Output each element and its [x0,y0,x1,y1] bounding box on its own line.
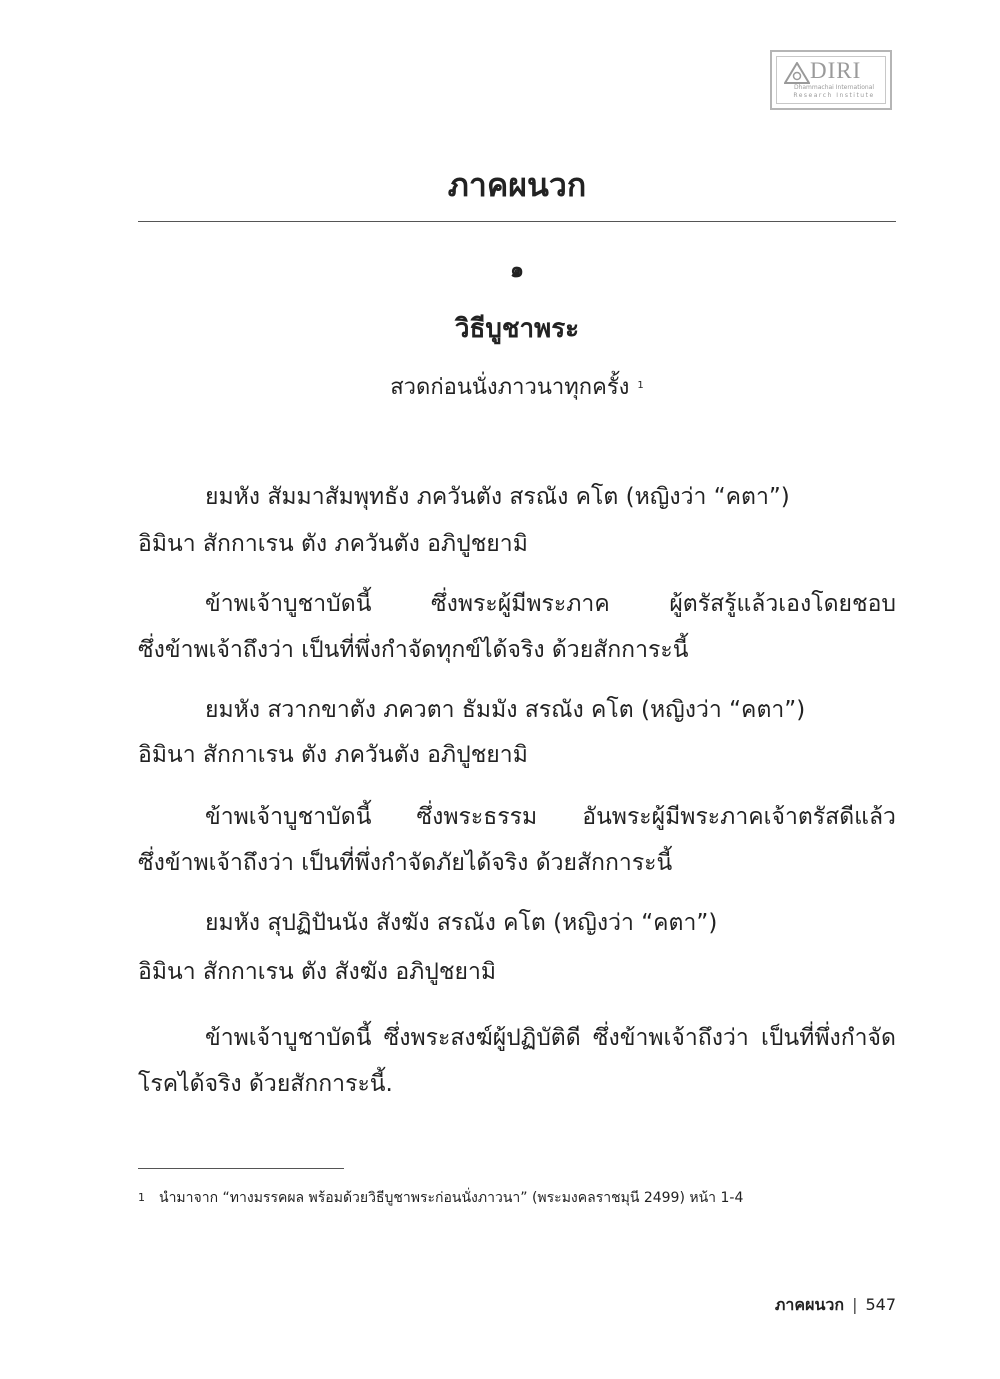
footnote [138,1187,743,1209]
triangle-logo-icon [784,62,810,84]
logo-subtitle-line1: Dhammachai International [793,84,875,91]
paragraph-6-line-1 [205,1018,896,1058]
paragraph-4-word: ซึ่งพระธรรม [416,804,538,830]
page-title: ภาคผนวก [447,166,587,204]
logo-subtitle-line2: Research Institute [793,92,875,99]
footnote-divider [138,1168,344,1169]
paragraph-4-word: ข้าพเจ้าบูชาบัดนี้ [205,804,372,830]
paragraph-2-word: ข้าพเจ้าบูชาบัดนี้ [205,591,372,617]
paragraph-6-word: ข้าพเจ้าบูชาบัดนี้ [205,1025,372,1051]
logo-name: DIRI [810,58,862,83]
paragraph-1-line-2: อิมินา สักกาเรน ตัง ภควันตัง อภิปูชยามิ [138,531,528,557]
paragraph-2-word: ผู้ตรัสรู้แล้วเองโดยชอบ [669,591,896,617]
footer-title: ภาคผนวก [774,1295,845,1314]
section-subtitle [138,366,896,410]
paragraph-6-word: ซึ่งข้าพเจ้าถึงว่า [592,1025,749,1051]
section-title: วิธีบูชาพระ [454,314,580,344]
footnote-text: นำมาจาก “ทางมรรคผล พร้อมด้วยวิธีบูชาพระก่อนนั่งภาวนา” (พระมงคลราชมุนี 2499) หน้า 1-4 [159,1190,744,1206]
paragraph-4-word: อันพระผู้มีพระภาคเจ้าตรัสดีแล้ว [582,804,896,830]
subtitle-text: สวดก่อนนั่งภาวนาทุกครั้ง [390,375,630,400]
section-number: ๑ [510,258,524,283]
paragraph-5-line-1: ยมหัง สุปฏิปันนัง สังฆัง สรณัง คโต (หญิงว่า “คตา”) [205,910,718,936]
footnote-reference: 1 [637,380,644,391]
footer-separator: | [852,1295,858,1314]
paragraph-6-word: เป็นที่พึ่งกำจัด [760,1025,896,1051]
page-footer [775,1293,896,1317]
paragraph-2-word: ซึ่งพระผู้มีพระภาค [431,591,610,617]
page-number: 547 [865,1295,896,1314]
paragraph-6-line-2: โรคได้จริง ด้วยสักการะนี้. [138,1071,393,1097]
paragraph-4-line-1 [205,797,896,837]
paragraph-2-line-1 [205,584,896,624]
paragraph-6-word: ซึ่งพระสงฆ์ผู้ปฏิบัติดี [383,1025,581,1051]
footnote-mark: 1 [138,1191,145,1204]
paragraph-1-line-1: ยมหัง สัมมาสัมพุทธัง ภควันตัง สรณัง คโต (หญิงว่า “คตา”) [205,484,790,510]
paragraph-3-line-2: อิมินา สักกาเรน ตัง ภควันตัง อภิปูชยามิ [138,742,528,768]
paragraph-2-line-2: ซึ่งข้าพเจ้าถึงว่า เป็นที่พึ่งกำจัดทุกข์ได้จริง ด้วยสักการะนี้ [138,637,689,663]
diri-logo [770,50,892,110]
paragraph-5-line-2: อิมินา สักกาเรน ตัง สังฆัง อภิปูชยามิ [138,959,497,985]
paragraph-3-line-1: ยมหัง สวากขาตัง ภควตา ธัมมัง สรณัง คโต (หญิงว่า “คตา”) [205,697,806,723]
title-divider [138,221,896,222]
paragraph-4-line-2: ซึ่งข้าพเจ้าถึงว่า เป็นที่พึ่งกำจัดภัยได้จริง ด้วยสักการะนี้ [138,850,673,876]
